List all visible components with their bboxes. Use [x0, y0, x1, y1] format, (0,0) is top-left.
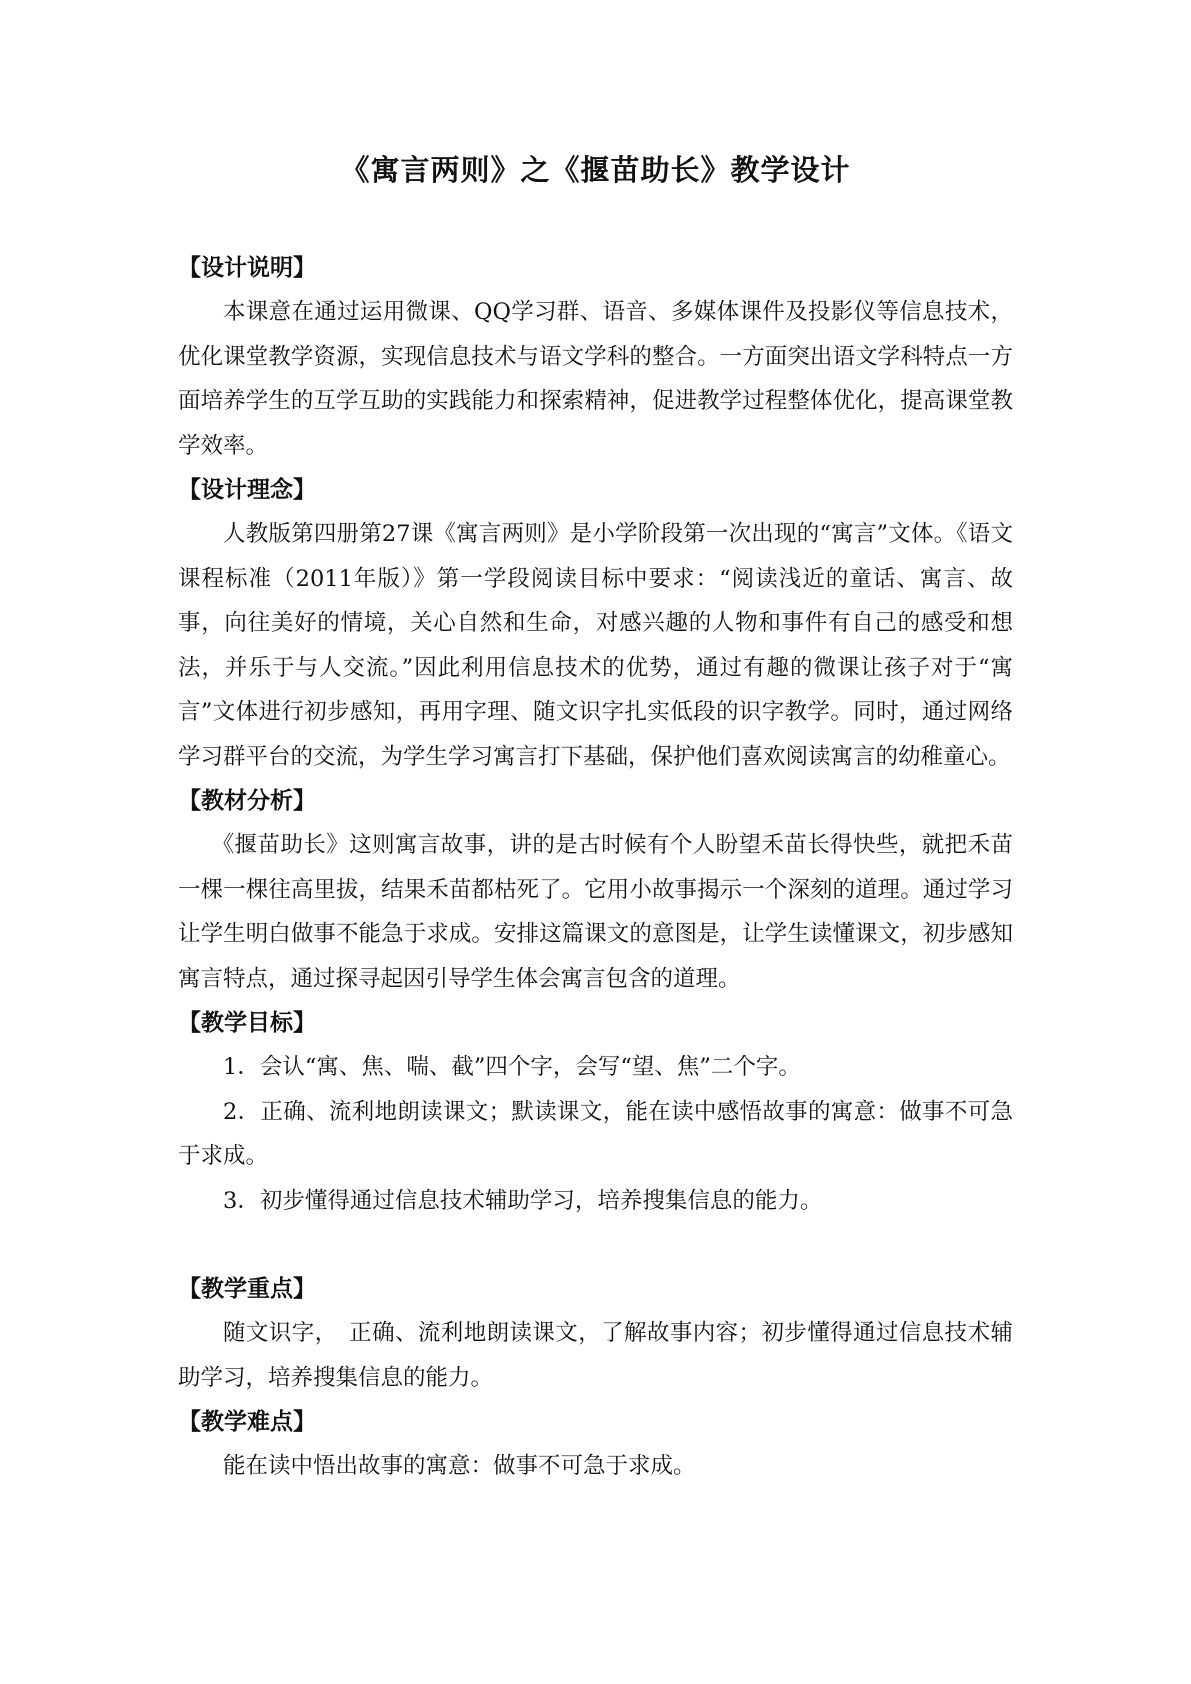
section-teaching-objectives: [178, 1001, 1013, 1223]
section-paragraph: 本课意在通过运用微课、QQ学习群、语音、多媒体课件及投影仪等信息技术，优化课堂教学资源，实现信息技术与语文学科的整合。一方面突出语文学科特点一方面培养学生的互学互助的实践能力和探索精神，促进教学过程整体优化，提高课堂教学效率。: [178, 299, 1013, 459]
section-heading: 【教学目标】: [178, 1009, 316, 1036]
section-heading: 【设计说明】: [178, 254, 316, 281]
section-design-description: [178, 246, 1013, 468]
spacer: [178, 1223, 1013, 1267]
objective-item: 2．正确、流利地朗读课文；默读课文，能在读中感悟故事的寓意：做事不可急于求成。: [178, 1098, 1013, 1169]
section-paragraph: 《揠苗助长》这则寓言故事，讲的是古时候有个人盼望禾苗长得快些，就把禾苗一棵一棵往高里拔，结果禾苗都枯死了。它用小故事揭示一个深刻的道理。通过学习让学生明白做事不能急于求成。安排这篇课文的意图是，让学生读懂课文，初步感知寓言特点，通过探寻起因引导学生体会寓言包含的道理。: [178, 832, 1013, 992]
section-teaching-difficulty: [178, 1400, 1013, 1489]
section-teaching-focus: [178, 1267, 1013, 1400]
section-paragraph: 人教版第四册第27课《寓言两则》是小学阶段第一次出现的“寓言”文体。《语文课程标准（2011年版）》第一学段阅读目标中要求：“阅读浅近的童话、寓言、故事，向往美好的情境，关心自然和生命，对感兴趣的人物和事件有自己的感受和想法，并乐于与人交流。”因此利用信息技术的优势，通过有趣的微课让孩子对于“寓言”文体进行初步感知，再用字理、随文识字扎实低段的识字教学。同时，通过网络学习群平台的交流，为学生学习寓言打下基础，保护他们喜欢阅读寓言的幼稚童心。: [178, 521, 1013, 770]
section-heading: 【教学重点】: [178, 1275, 316, 1302]
document-title: 《寓言两则》之《揠苗助长》教学设计: [340, 153, 851, 187]
section-textbook-analysis: [178, 779, 1013, 1001]
objective-item: 3．初步懂得通过信息技术辅助学习，培养搜集信息的能力。: [223, 1187, 823, 1214]
objective-item: 1．会认“寓、焦、喘、截”四个字，会写“望、焦”二个字。: [223, 1054, 801, 1080]
section-paragraph: 随文识字， 正确、流利地朗读课文，了解故事内容；初步懂得通过信息技术辅助学习，培养搜集信息的能力。: [178, 1320, 1013, 1391]
section-paragraph: 能在读中悟出故事的寓意：做事不可急于求成。: [223, 1453, 696, 1479]
section-heading: 【教学难点】: [178, 1408, 316, 1435]
section-heading: 【教材分析】: [178, 787, 316, 814]
document-body: [178, 246, 1013, 1489]
section-design-concept: [178, 468, 1013, 779]
section-heading: 【设计理念】: [178, 476, 316, 503]
